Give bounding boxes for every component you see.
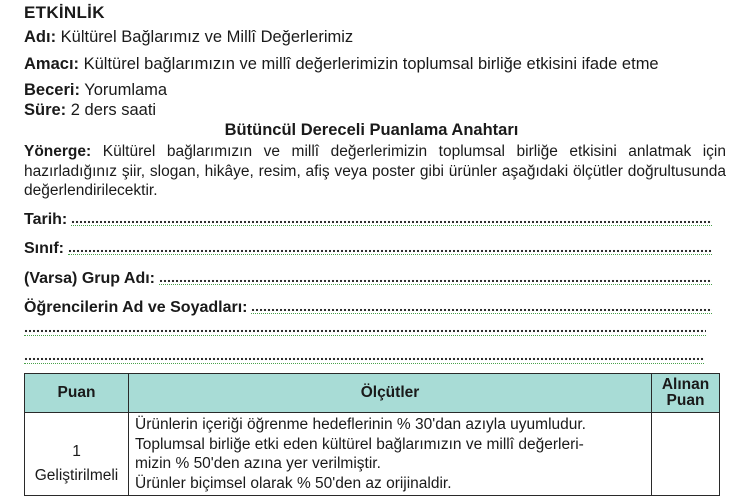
field-purpose-label: Amacı: bbox=[24, 55, 80, 73]
field-skill bbox=[24, 81, 167, 100]
rubric-header-row bbox=[25, 374, 720, 413]
table-row bbox=[25, 413, 720, 496]
activity-heading: ETKİNLİK bbox=[24, 3, 105, 22]
group-label: (Varsa) Grup Adı: bbox=[24, 270, 155, 287]
directive-text: Kültürel bağlarımızın ve millî değerlerimizin toplumsal birliğe etkisini anlatmak için hazırladığınız şiir, slogan, hikâye, resim, afiş veya poster gibi ürünler aşağıdaki ölçütler doğrultusunda değerlendirilecektir. bbox=[24, 143, 726, 199]
field-name bbox=[24, 28, 353, 47]
students-fill-line-1[interactable] bbox=[251, 307, 712, 314]
students-fill-line-3[interactable] bbox=[24, 357, 704, 364]
received-score-cell[interactable] bbox=[652, 413, 720, 496]
field-name-value: Kültürel Bağlarımız ve Millî Değerlerimiz bbox=[60, 28, 354, 46]
date-fill-line[interactable] bbox=[71, 219, 712, 226]
field-duration-value: 2 ders saati bbox=[70, 101, 157, 119]
criteria-line: Ürünler biçimsel olarak % 50'den az orijinaldir. bbox=[135, 474, 452, 492]
field-duration-label: Süre: bbox=[24, 101, 67, 119]
group-fill-line[interactable] bbox=[159, 278, 712, 285]
group-line bbox=[24, 266, 712, 288]
rubric-table bbox=[24, 373, 720, 496]
score-value: 1 bbox=[72, 443, 81, 460]
class-line bbox=[24, 236, 712, 258]
received-header-line2: Puan bbox=[666, 392, 705, 409]
directive-label: Yönerge: bbox=[24, 143, 92, 160]
score-level: Geliştirilmeli bbox=[34, 467, 119, 484]
date-label: Tarih: bbox=[24, 211, 68, 228]
students-label: Öğrencilerin Ad ve Soyadları: bbox=[24, 299, 248, 316]
rubric-title: Bütüncül Dereceli Puanlama Anahtarı bbox=[224, 121, 519, 139]
received-score-header bbox=[652, 374, 720, 413]
field-purpose-value: Kültürel bağlarımızın ve millî değerlerimizin toplumsal birliğe etkisini ifade etme bbox=[83, 55, 659, 73]
students-line bbox=[24, 295, 712, 317]
criteria-cell bbox=[129, 413, 652, 496]
score-cell bbox=[25, 413, 129, 496]
class-fill-line[interactable] bbox=[68, 248, 712, 255]
field-duration bbox=[24, 101, 156, 120]
class-label: Sınıf: bbox=[24, 240, 64, 257]
criteria-header: Ölçütler bbox=[129, 374, 652, 413]
field-skill-label: Beceri: bbox=[24, 81, 80, 99]
field-skill-value: Yorumlama bbox=[84, 81, 168, 99]
directive-paragraph bbox=[24, 142, 726, 201]
criteria-line: mizin % 50'den azına yer verilmiştir. bbox=[135, 455, 381, 472]
field-purpose bbox=[24, 55, 659, 74]
students-fill-line-2[interactable] bbox=[24, 329, 706, 336]
date-line bbox=[24, 207, 712, 229]
received-header-line1: Alınan bbox=[661, 376, 710, 393]
criteria-line: Toplumsal birliğe etki eden kültürel bağlarımızın ve millî değerleri- bbox=[135, 435, 584, 453]
score-header: Puan bbox=[25, 374, 129, 413]
criteria-line: Ürünlerin içeriği öğrenme hedeflerinin % 30'dan azıyla uyumludur. bbox=[135, 416, 586, 433]
field-name-label: Adı: bbox=[24, 28, 57, 46]
